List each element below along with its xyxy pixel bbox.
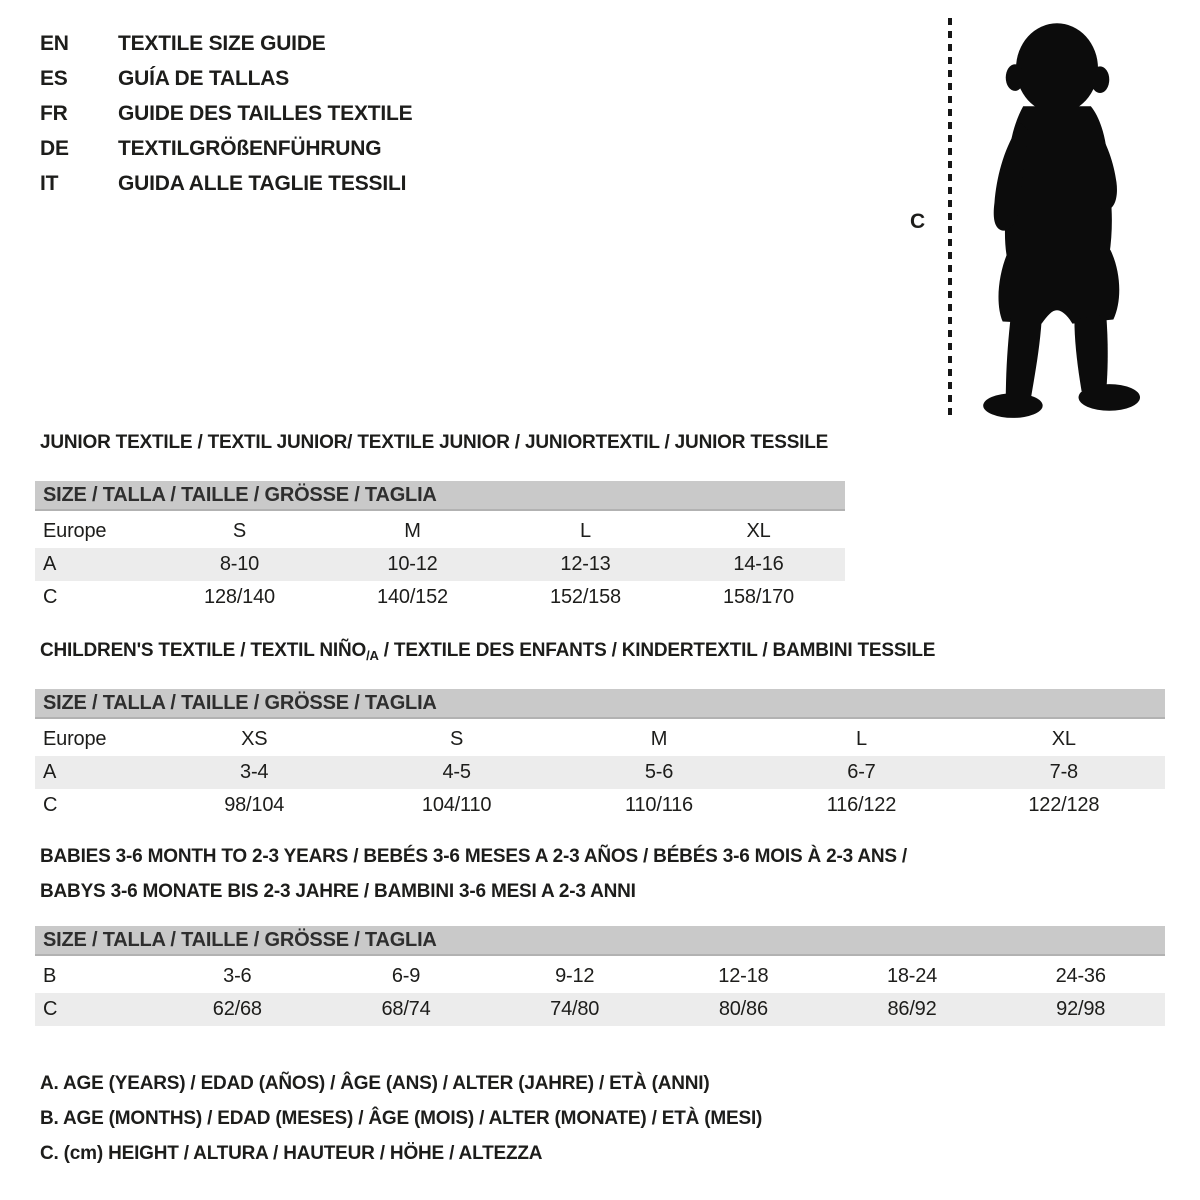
section-title-junior: JUNIOR TEXTILE / TEXTIL JUNIOR/ TEXTILE JUNIOR / JUNIORTEXTIL / JUNIOR TESSILE [40, 432, 829, 453]
legend-line-a: A. AGE (YEARS) / EDAD (AÑOS) / ÂGE (ANS) / ALTER (JAHRE) / ETÀ (ANNI) [40, 1072, 710, 1094]
language-title: GUIDE DES TAILLES TEXTILE [118, 101, 413, 125]
table-cell: 62/68 [212, 998, 262, 1020]
language-row [40, 26, 412, 61]
size-header-bar: SIZE / TALLA / TAILLE / GRÖSSE / TAGLIA [35, 481, 845, 511]
children-title-subscript: /A [366, 648, 379, 663]
language-title: GUÍA DE TALLAS [118, 66, 290, 90]
children-size-table [35, 689, 1165, 822]
height-measure-label: C [910, 210, 925, 233]
language-title: TEXTILGRÖßENFÜHRUNG [118, 136, 382, 160]
table-cell: 74/80 [550, 998, 600, 1020]
junior-size-table [35, 481, 845, 614]
table-row [35, 723, 1165, 756]
row-label: C [43, 794, 58, 816]
children-title-pre: CHILDREN'S TEXTILE / TEXTIL NIÑO [40, 640, 367, 661]
section-title-children [40, 640, 935, 663]
table-row [35, 581, 845, 614]
row-label: Europe [43, 520, 107, 542]
language-row [40, 166, 412, 201]
table-cell: L [580, 520, 591, 542]
table-cell: 10-12 [387, 553, 438, 575]
language-row [40, 131, 412, 166]
table-cell: 18-24 [886, 965, 938, 987]
table-row [35, 515, 845, 548]
language-title: TEXTILE SIZE GUIDE [118, 31, 326, 55]
toddler-silhouette-icon [962, 12, 1152, 422]
table-cell: 14-16 [733, 553, 784, 575]
table-cell: 3-4 [240, 761, 269, 783]
table-cell: 68/74 [381, 998, 431, 1020]
table-cell: 8-10 [219, 553, 260, 575]
table-row [35, 960, 1165, 993]
section-title-babies-line1: BABIES 3-6 MONTH TO 2-3 YEARS / BEBÉS 3-6 MESES A 2-3 AÑOS / BÉBÉS 3-6 MOIS À 2-3 ANS / [40, 846, 908, 867]
table-cell: 6-7 [847, 761, 876, 783]
table-cell: S [450, 728, 464, 750]
table-cell: M [650, 728, 668, 750]
table-cell: 12-13 [560, 553, 611, 575]
table-cell: 3-6 [223, 965, 252, 987]
table-cell: 9-12 [555, 965, 595, 987]
language-code: FR [40, 101, 68, 125]
table-cell: XL [1051, 728, 1076, 750]
table-cell: 24-36 [1055, 965, 1106, 987]
table-cell: M [404, 520, 421, 542]
table-cell: 86/92 [887, 998, 937, 1020]
measure-legend [40, 1066, 762, 1171]
table-row [35, 993, 1165, 1026]
table-cell: XL [746, 520, 771, 542]
height-measure-figure [900, 0, 1200, 430]
table-cell: 128/140 [204, 586, 275, 608]
language-code: EN [40, 31, 69, 55]
table-cell: 104/110 [421, 794, 492, 816]
table-row [35, 548, 845, 581]
table-row [35, 756, 1165, 789]
table-cell: 6-9 [391, 965, 421, 987]
table-cell: 12-18 [718, 965, 769, 987]
children-title-post: / TEXTILE DES ENFANTS / KINDERTEXTIL / BAMBINI TESSILE [378, 640, 936, 661]
table-cell: 92/98 [1056, 998, 1106, 1020]
language-code: ES [40, 66, 68, 90]
table-cell: S [232, 520, 247, 542]
legend-line-b: B. AGE (MONTHS) / EDAD (MESES) / ÂGE (MOIS) / ALTER (MONATE) / ETÀ (MESI) [40, 1107, 763, 1129]
section-title-babies-line2: BABYS 3-6 MONATE BIS 2-3 JAHRE / BAMBINI 3-6 MESI A 2-3 ANNI [40, 881, 636, 902]
height-dashed-line [948, 18, 952, 418]
language-code: IT [40, 171, 59, 195]
table-cell: 152/158 [550, 586, 621, 608]
language-title: GUIDA ALLE TAGLIE TESSILI [118, 171, 407, 195]
table-cell: 116/122 [826, 794, 897, 816]
row-label: C [43, 998, 58, 1020]
table-cell: 158/170 [723, 586, 794, 608]
language-row [40, 96, 412, 131]
table-cell: 4-5 [442, 761, 471, 783]
table-cell: XS [241, 728, 268, 750]
size-header-bar: SIZE / TALLA / TAILLE / GRÖSSE / TAGLIA [35, 689, 1165, 719]
table-cell: 122/128 [1028, 794, 1100, 816]
language-row [40, 61, 412, 96]
row-label: Europe [43, 728, 107, 750]
table-cell: 110/116 [625, 794, 693, 816]
table-cell: 98/104 [224, 794, 285, 816]
row-label: C [43, 586, 58, 608]
table-cell: 5-6 [644, 761, 674, 783]
language-title-list [40, 26, 412, 201]
table-cell: 7-8 [1049, 761, 1078, 783]
table-row [35, 789, 1165, 822]
row-label: A [43, 553, 57, 575]
babies-size-table [35, 926, 1165, 1026]
row-label: B [43, 965, 57, 987]
language-code: DE [40, 136, 69, 160]
row-label: A [43, 761, 57, 783]
table-cell: L [855, 728, 867, 750]
legend-line-c: C. (cm) HEIGHT / ALTURA / HAUTEUR / HÖHE / ALTEZZA [40, 1142, 543, 1164]
table-cell: 80/86 [718, 998, 768, 1020]
size-header-bar: SIZE / TALLA / TAILLE / GRÖSSE / TAGLIA [35, 926, 1165, 956]
table-cell: 140/152 [377, 586, 448, 608]
